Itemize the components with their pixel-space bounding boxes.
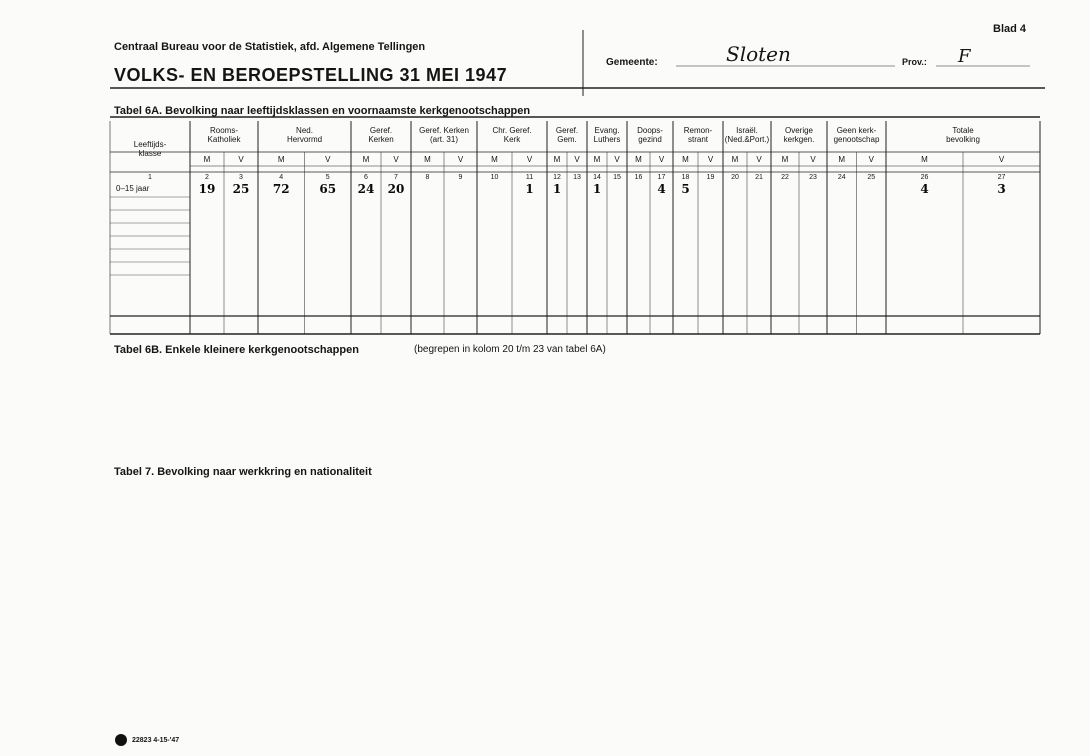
table6a-group-header-2: Geref. Kerken <box>368 126 394 144</box>
table6a-cell: 65 <box>319 182 337 196</box>
table6a-colnum: 9 <box>458 174 463 181</box>
table6a-cell: 20 <box>387 182 405 196</box>
table6a-group-header-11: Geen kerk- genootschap <box>833 126 880 144</box>
form-print-code: 22823 4-15-'47 <box>132 737 180 744</box>
table6a-group-header-6: Evang. Luthers <box>593 126 621 144</box>
table6a-colnum: 12 <box>553 174 561 181</box>
table6a-colnum: 17 <box>657 174 666 181</box>
table6a-sex-m: M <box>731 155 739 164</box>
table6a-sex-m: M <box>593 155 601 164</box>
table6a-cell: 24 <box>357 182 375 196</box>
gemeente-value: Sloten <box>726 42 791 66</box>
table6a-sex-m: M <box>424 155 431 164</box>
table6a-colnum: 5 <box>325 174 330 181</box>
table6b-title: Tabel 6B. Enkele kleinere kerkgenootschappen <box>114 344 359 356</box>
table6a-colnum: 1 <box>148 174 152 181</box>
table6a-cell: 4 <box>657 182 666 196</box>
table6a-sex-v: V <box>756 155 762 164</box>
printer-seal-icon <box>115 734 127 746</box>
table6a-sex-v: V <box>574 155 580 164</box>
table6a-colnum: 19 <box>706 174 715 181</box>
sheet-number: Blad 4 <box>993 23 1027 35</box>
form-title: VOLKS- EN BEROEPSTELLING 31 MEI 1947 <box>114 65 508 85</box>
bureau-name: Centraal Bureau voor de Statistiek, afd. Algemene Tellingen <box>114 41 426 53</box>
table6a-sex-v: V <box>614 155 620 164</box>
table6a-cell: 3 <box>997 182 1006 196</box>
table6a-colnum: 10 <box>490 174 499 181</box>
gemeente-label: Gemeente: <box>606 57 658 68</box>
prov-label: Prov.: <box>902 57 927 67</box>
table6a-cell: 1 <box>592 182 602 196</box>
table6a-sex-v: V <box>238 155 244 164</box>
table6a-sex-m: M <box>838 155 846 164</box>
table6a-sex-m: M <box>682 155 689 164</box>
table6a-colnum: 23 <box>809 174 817 181</box>
table6a-cell: 72 <box>272 182 290 196</box>
table6a-colnum: 6 <box>364 174 368 181</box>
table6a-sex-m: M <box>203 155 211 164</box>
table6a-sex-v: V <box>658 155 665 164</box>
table6a-colnum: 21 <box>755 174 763 181</box>
table6a-sex-v: V <box>526 155 533 164</box>
table6a-colnum: 27 <box>997 174 1006 181</box>
table6a-cell: 5 <box>681 182 690 196</box>
table6a-group-header-3: Geref. Kerken (art. 31) <box>419 126 469 144</box>
table7-title: Tabel 7. Bevolking naar werkkring en nationaliteit <box>114 466 372 478</box>
table6a-colnum: 3 <box>239 174 243 181</box>
table6a-group-header-0: Rooms- Katholiek <box>207 126 241 144</box>
table6a-sex-m: M <box>277 155 285 164</box>
table6a-sex-v: V <box>325 155 331 164</box>
table6a-group-header-8: Remon- strant <box>683 126 713 144</box>
table6a-cell: 4 <box>920 182 929 196</box>
table6a-row-label: 0–15 jaar <box>116 184 150 193</box>
table6a-group-header-9: Israël. (Ned.&Port.) <box>724 126 770 144</box>
table6a-group-header-7: Doops- gezind <box>637 126 663 144</box>
table6a-group-header-12: Totale bevolking <box>946 126 980 144</box>
table6a-colnum: 20 <box>731 174 739 181</box>
table6a-colnum: 14 <box>593 174 601 181</box>
table6a-sex-v: V <box>998 155 1005 164</box>
table6a-row-header: Leeftijds- klasse <box>133 140 167 158</box>
table6a-colnum: 7 <box>394 174 398 181</box>
table6a-colnum: 25 <box>867 174 876 181</box>
table6a-cell: 19 <box>198 182 216 196</box>
table6a-group-header-1: Ned. Hervormd <box>286 126 323 144</box>
table6a-sex-v: V <box>393 155 399 164</box>
table6a-sex-v: V <box>810 155 816 164</box>
table6a-group-header-5: Geref. Gem. <box>555 126 579 144</box>
table6a-colnum: 22 <box>781 174 789 181</box>
table6a-sex-v: V <box>868 155 874 164</box>
table6a-sex-m: M <box>491 155 498 164</box>
table6a-sex-v: V <box>457 155 464 164</box>
table6a-cell: 1 <box>525 182 534 196</box>
table6a-colnum: 2 <box>205 174 209 181</box>
table6a-colnum: 24 <box>837 174 846 181</box>
prov-value: F <box>958 46 971 67</box>
table6a-sex-m: M <box>362 155 370 164</box>
table6a-sex-m: M <box>635 155 642 164</box>
table6b-subtitle: (begrepen in kolom 20 t/m 23 van tabel 6A) <box>414 344 606 355</box>
table6a-sex-v: V <box>707 155 714 164</box>
table6a-sex-m: M <box>781 155 789 164</box>
table6a-cell: 1 <box>552 182 562 196</box>
table6a-group-header-10: Overige kerkgen. <box>783 126 815 144</box>
table6a-colnum: 11 <box>525 174 534 181</box>
table6a-colnum: 26 <box>920 174 929 181</box>
table6a-group-header-4: Chr. Geref. Kerk <box>492 126 532 144</box>
table6a-cell: 25 <box>232 182 250 196</box>
table6a-colnum: 18 <box>681 174 690 181</box>
table6a-colnum: 4 <box>279 174 284 181</box>
table6a-colnum: 8 <box>425 174 430 181</box>
table6a-title: Tabel 6A. Bevolking naar leeftijdsklassen en voornaamste kerkgenootschappen <box>114 105 531 117</box>
table6a-sex-m: M <box>553 155 561 164</box>
table6a-colnum: 15 <box>613 174 621 181</box>
table6a-sex-m: M <box>921 155 928 164</box>
table6a-colnum: 13 <box>573 174 581 181</box>
table6a-colnum: 16 <box>634 174 643 181</box>
